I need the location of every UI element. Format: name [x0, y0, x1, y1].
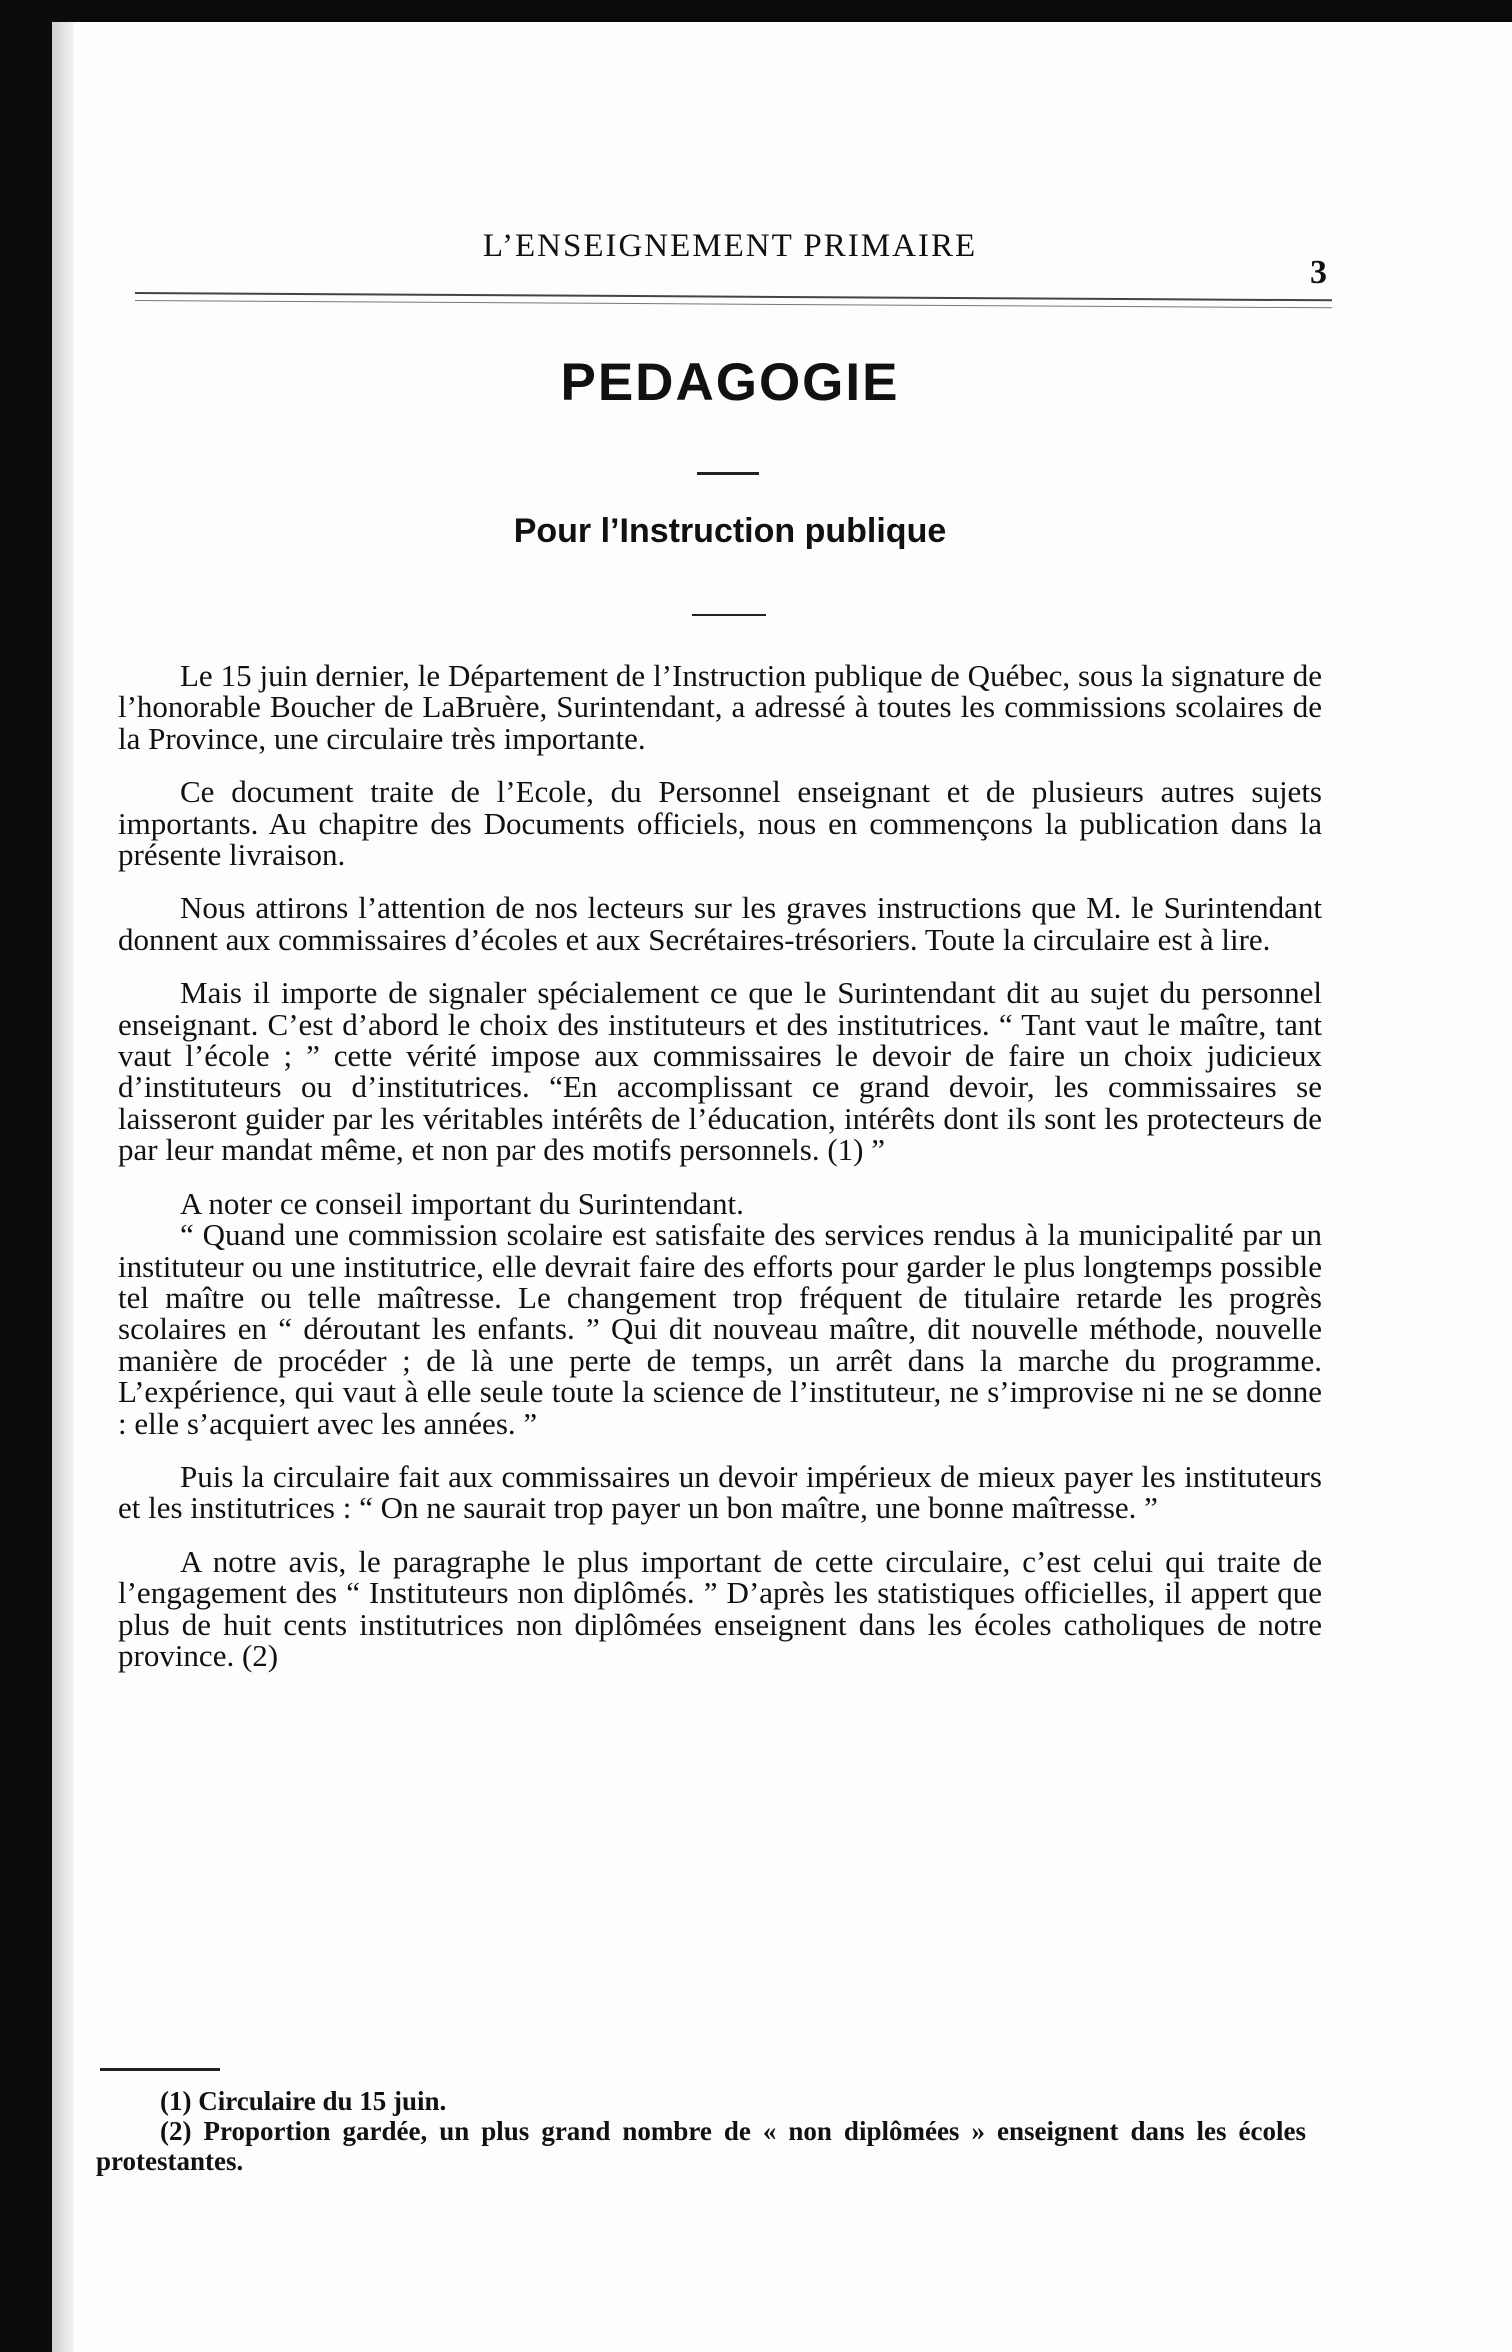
paragraph-1: Le 15 juin dernier, le Département de l’Instruction publique de Québec, sous la signature de l’honorable Boucher de LaBruère, Surintendant, a adressé à toutes les commissions scolaires de la Province, une circulaire très importante. — [118, 658, 1322, 756]
article-body — [118, 660, 1322, 1671]
footnotes — [96, 2086, 1306, 2176]
paragraph-2: Ce document traite de l’Ecole, du Personnel enseignant et de plusieurs autres sujets importants. Au chapitre des Documents officiels, nous en commençons la publication dans la présente livraison. — [118, 774, 1322, 873]
running-header: L’ENSEIGNEMENT PRIMAIRE — [482, 228, 978, 264]
footnote-2: (2) Proportion gardée, un plus grand nombre de « non diplômées » enseignent dans les écoles protestantes. — [96, 2116, 1306, 2176]
paragraph-4: Mais il importe de signaler spécialement ce que le Surintendant dit au sujet du personnel enseignant. C’est d’abord le choix des instituteurs et des institutrices. “ Tant vaut le maître, tant vaut l’école ; ” cette vérité impose aux commissaires le devoir de faire un choix judicieux d’instituteurs ou d’institutrices. “En accomplissant ce grand devoir, les commissaires se laisseront guider par les véritables intérêts de l’éducation, intérêts dont ils sont les protecteurs de par leur mandat même, et non par des motifs personnels. (1) ” — [118, 975, 1322, 1168]
title-separator — [697, 472, 759, 475]
paragraph-7: Puis la circulaire fait aux commissaires un devoir impérieux de mieux payer les instituteurs et les institutrices : “ On ne saurait trop payer un bon maître, une bonne maîtresse. ” — [118, 1458, 1322, 1526]
footnote-1: (1) Circulaire du 15 juin. — [160, 2086, 447, 2116]
section-title: PEDAGOGIE — [560, 353, 900, 412]
page-number: 3 — [1310, 254, 1327, 291]
subtitle-separator — [692, 614, 766, 616]
paragraph-6: “ Quand une commission scolaire est satisfaite des services rendus à la municipalité par un instituteur ou une institutrice, elle devrait faire des efforts pour garder le plus longtemps possible tel maître ou telle maîtresse. Le changement trop fréquent de titulaire retarde les progrès scolaires en “ déroutant les enfants. ” Qui dit nouveau maître, dit nouvelle méthode, nouvelle manière de procéder ; de là une perte de temps, un arrêt dans la marche du programme. L’expérience, qui vaut à elle seule toute la science de l’instituteur, ne s’improvise ni ne se donne : elle s’acquiert avec les années. ” — [118, 1217, 1322, 1441]
paragraph-8: A notre avis, le paragraphe le plus important de cette circulaire, c’est celui qui traite de l’engagement des “ Instituteurs non diplômés. ” D’après les statistiques officielles, il appert que plus de huit cents institutrices non diplômées enseignent dans les écoles catholiques de notre province. (2) — [118, 1543, 1322, 1673]
page-spine-shadow — [52, 22, 74, 2352]
article-subtitle: Pour l’Instruction publique — [513, 512, 947, 550]
paragraph-5: A noter ce conseil important du Surintendant. — [180, 1185, 744, 1221]
footnote-rule — [100, 2068, 220, 2071]
paragraph-3: Nous attirons l’attention de nos lecteurs sur les graves instructions que M. le Surintendant donnent aux commissaires d’écoles et aux Secrétaires-trésoriers. Toute la circulaire est à lire. — [118, 890, 1322, 957]
